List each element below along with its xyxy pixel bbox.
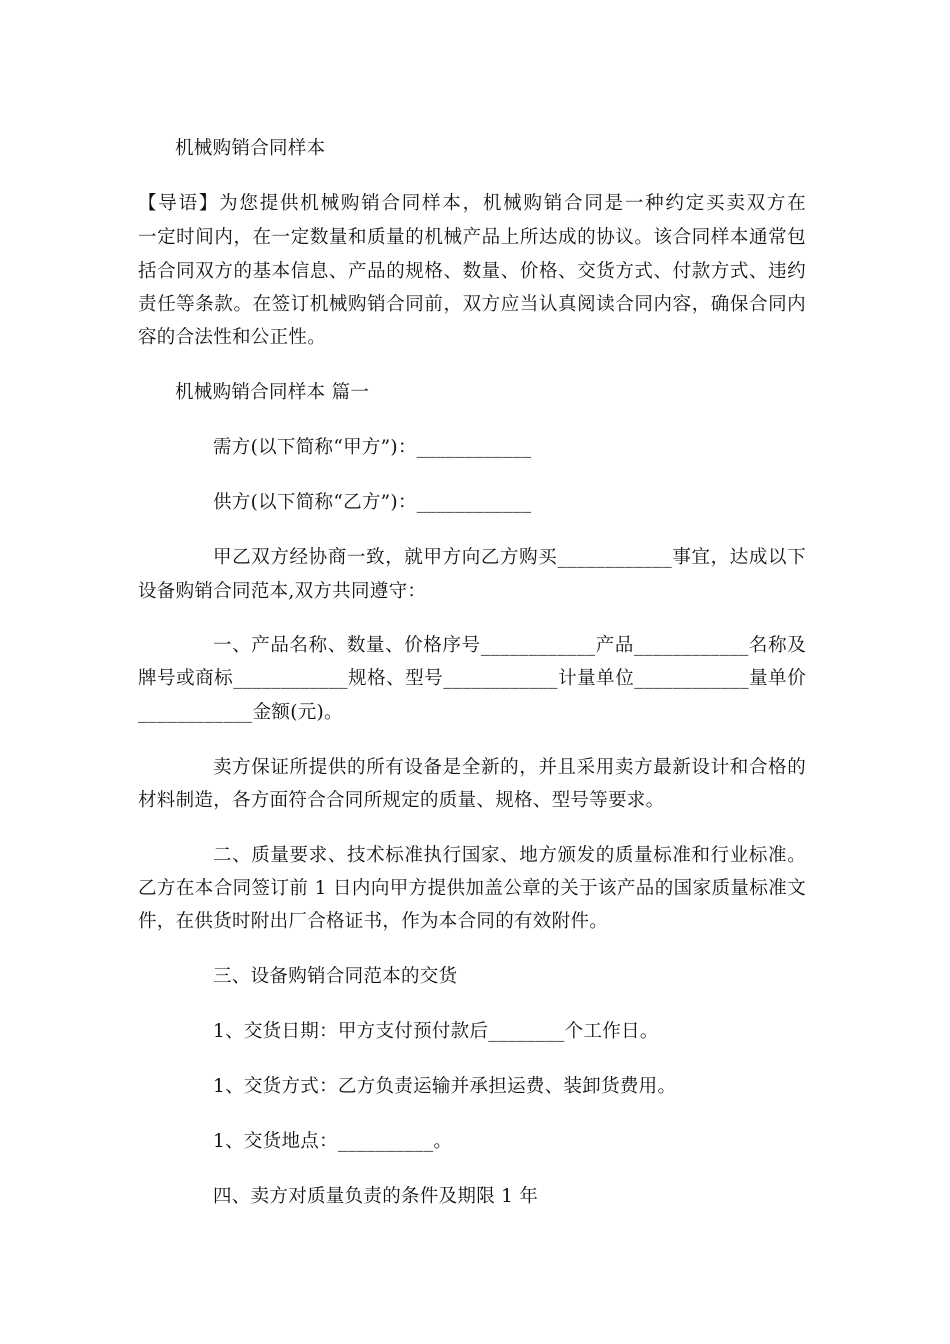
clause2-line-3: 件，在供货时附出厂合格证书，作为本合同的有效附件。 — [138, 911, 609, 932]
clause1-line-3: ____________金额(元)。 — [138, 702, 343, 723]
intro-line-4: 责任等条款。在签订机械购销合同前，双方应当认真阅读合同内容，确保合同内 — [138, 294, 806, 315]
intro-line-5: 容的合法性和公正性。 — [138, 327, 327, 348]
clause1-line-1: 一、产品名称、数量、价格序号____________产品____________名称及 — [213, 635, 806, 656]
section-title: 机械购销合同样本 篇一 — [175, 382, 370, 403]
delivery-method-line: 1、交货方式：乙方负责运输并承担运费、装卸货费用。 — [213, 1076, 677, 1097]
intro-line-1: 【导语】为您提供机械购销合同样本，机械购销合同是一种约定买卖双方在 — [138, 193, 806, 214]
agreement-line-1: 甲乙双方经协商一致，就甲方向乙方购买____________事宜，达成以下 — [213, 547, 806, 568]
guarantee-line-1: 卖方保证所提供的所有设备是全新的，并且采用卖方最新设计和合格的 — [213, 757, 806, 778]
clause1-line-2: 牌号或商标____________规格、型号____________计量单位____________量单价 — [138, 668, 806, 689]
clause2-line-1: 二、质量要求、技术标准执行国家、地方颁发的质量标准和行业标准。 — [213, 845, 806, 866]
document-title: 机械购销合同样本 — [175, 138, 326, 159]
intro-line-3: 括合同双方的基本信息、产品的规格、数量、价格、交货方式、付款方式、违约 — [138, 261, 806, 282]
buyer-line: 需方(以下简称“甲方”)：____________ — [213, 437, 532, 458]
delivery-date-line: 1、交货日期：甲方支付预付款后________个工作日。 — [213, 1021, 659, 1042]
clause4-title: 四、卖方对质量负责的条件及期限 1 年 — [213, 1186, 539, 1207]
seller-line: 供方(以下简称“乙方”)：____________ — [213, 492, 532, 513]
delivery-place-line: 1、交货地点：__________。 — [213, 1131, 453, 1152]
intro-line-2: 一定时间内，在一定数量和质量的机械产品上所达成的协议。该合同样本通常包 — [138, 227, 806, 248]
clause2-line-2: 乙方在本合同签订前 1 日内向甲方提供加盖公章的关于该产品的国家质量标准文 — [138, 878, 806, 899]
agreement-line-2: 设备购销合同范本,双方共同遵守： — [138, 581, 427, 602]
clause3-title: 三、设备购销合同范本的交货 — [213, 966, 458, 987]
guarantee-line-2: 材料制造，各方面符合合同所规定的质量、规格、型号等要求。 — [138, 790, 665, 811]
